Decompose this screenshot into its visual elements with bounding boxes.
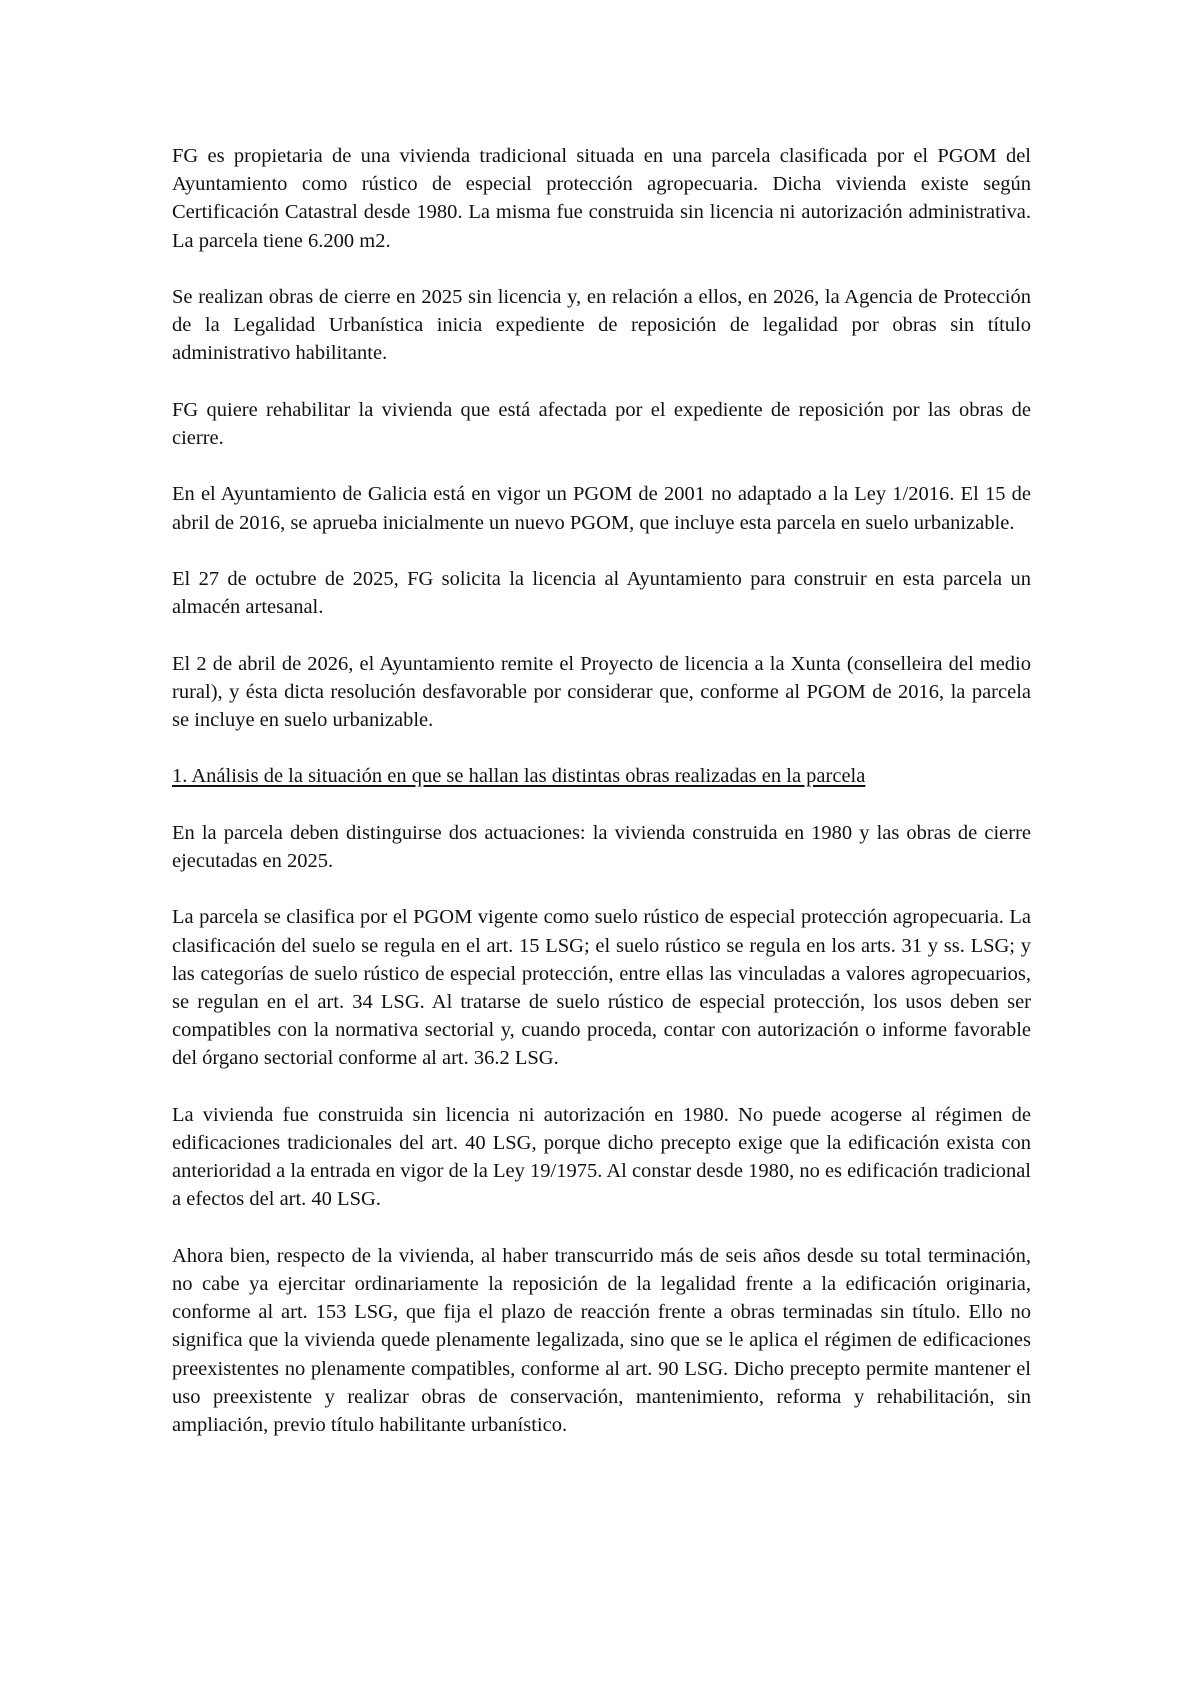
paragraph-preexisting-regime: Ahora bien, respecto de la vivienda, al haber transcurrido más de seis años desde su total terminación, no cabe ya ejercitar ordinariamente la reposición de la legalidad frente a la edificación originaria, conforme al art. 153 LSG, que fija el plazo de reacción frente a obras terminadas sin título. Ello no significa que la vivienda quede plenamente legalizada, sino que se le aplica el régimen de edificaciones preexistentes no plenamente compatibles, conforme al art. 90 LSG. Dicho precepto permite mantener el uso preexistente y realizar obras de conservación, mantenimiento, reforma y rehabilitación, sin ampliación, previo título habilitante urbanístico.	[172, 1244, 1031, 1436]
paragraph-land-classification: La parcela se clasifica por el PGOM vigente como suelo rústico de especial protección agropecuaria. La clasificación del suelo se regula en el art. 15 LSG; el suelo rústico se regula en los arts. 31 y ss. LSG; y las categorías de suelo rústico de especial protección, entre ellas las vinculadas a valores agropecuarios, se regulan en el art. 34 LSG. Al tratarse de suelo rústico de especial protección, los usos deben ser compatibles con la normativa sectorial y, cuando proceda, contar con autorización o informe favorable del órgano sectorial conforme al art. 36.2 LSG.	[172, 906, 1031, 1070]
paragraph-license-request: El 27 de octubre de 2025, FG solicita la licencia al Ayuntamiento para construir en esta parcela un almacén artesanal.	[172, 567, 1031, 619]
paragraph-traditional-building: La vivienda fue construida sin licencia ni autorización en 1980. No puede acogerse al régimen de edificaciones tradicionales del art. 40 LSG, porque dicho precepto exige que la edificación exista con anterioridad a la entrada en vigor de la Ley 19/1975. Al constar desde 1980, no es edificación tradicional a efectos del art. 40 LSG.	[172, 1103, 1031, 1211]
paragraph-closure-works: Se realizan obras de cierre en 2025 sin licencia y, en relación a ellos, en 2026, la Agencia de Protección de la Legalidad Urbanística inicia expediente de reposición de legalidad por obras sin título administrativo habilitante.	[172, 286, 1031, 365]
paragraph-two-actions: En la parcela deben distinguirse dos actuaciones: la vivienda construida en 1980 y las obras de cierre ejecutadas en 2025.	[172, 821, 1031, 872]
paragraph-rehabilitation-intent: FG quiere rehabilitar la vivienda que está afectada por el expediente de reposición por las obras de cierre.	[172, 398, 1031, 449]
paragraph-property-description: FG es propietaria de una vivienda tradicional situada en una parcela clasificada por el PGOM del Ayuntamiento como rústico de especial protección agropecuaria. Dicha vivienda existe según Certificación Catastral desde 1980. La misma fue construida sin licencia ni autorización administrativa. La parcela tiene 6.200 m2.	[172, 145, 1031, 252]
document-body	[172, 142, 1031, 1439]
paragraph-xunta-resolution: El 2 de abril de 2026, el Ayuntamiento remite el Proyecto de licencia a la Xunta (conselleira del medio rural), y ésta dicta resolución desfavorable por considerar que, conforme al PGOM de 2016, la parcela se incluye en suelo urbanizable.	[172, 652, 1031, 731]
paragraph-pgom-status: En el Ayuntamiento de Galicia está en vigor un PGOM de 2001 no adaptado a la Ley 1/2016. El 15 de abril de 2016, se aprueba inicialmente un nuevo PGOM, que incluye esta parcela en suelo urbanizable.	[172, 483, 1031, 534]
section-heading: 1. Análisis de la situación en que se hallan las distintas obras realizadas en la parcela	[172, 765, 866, 788]
